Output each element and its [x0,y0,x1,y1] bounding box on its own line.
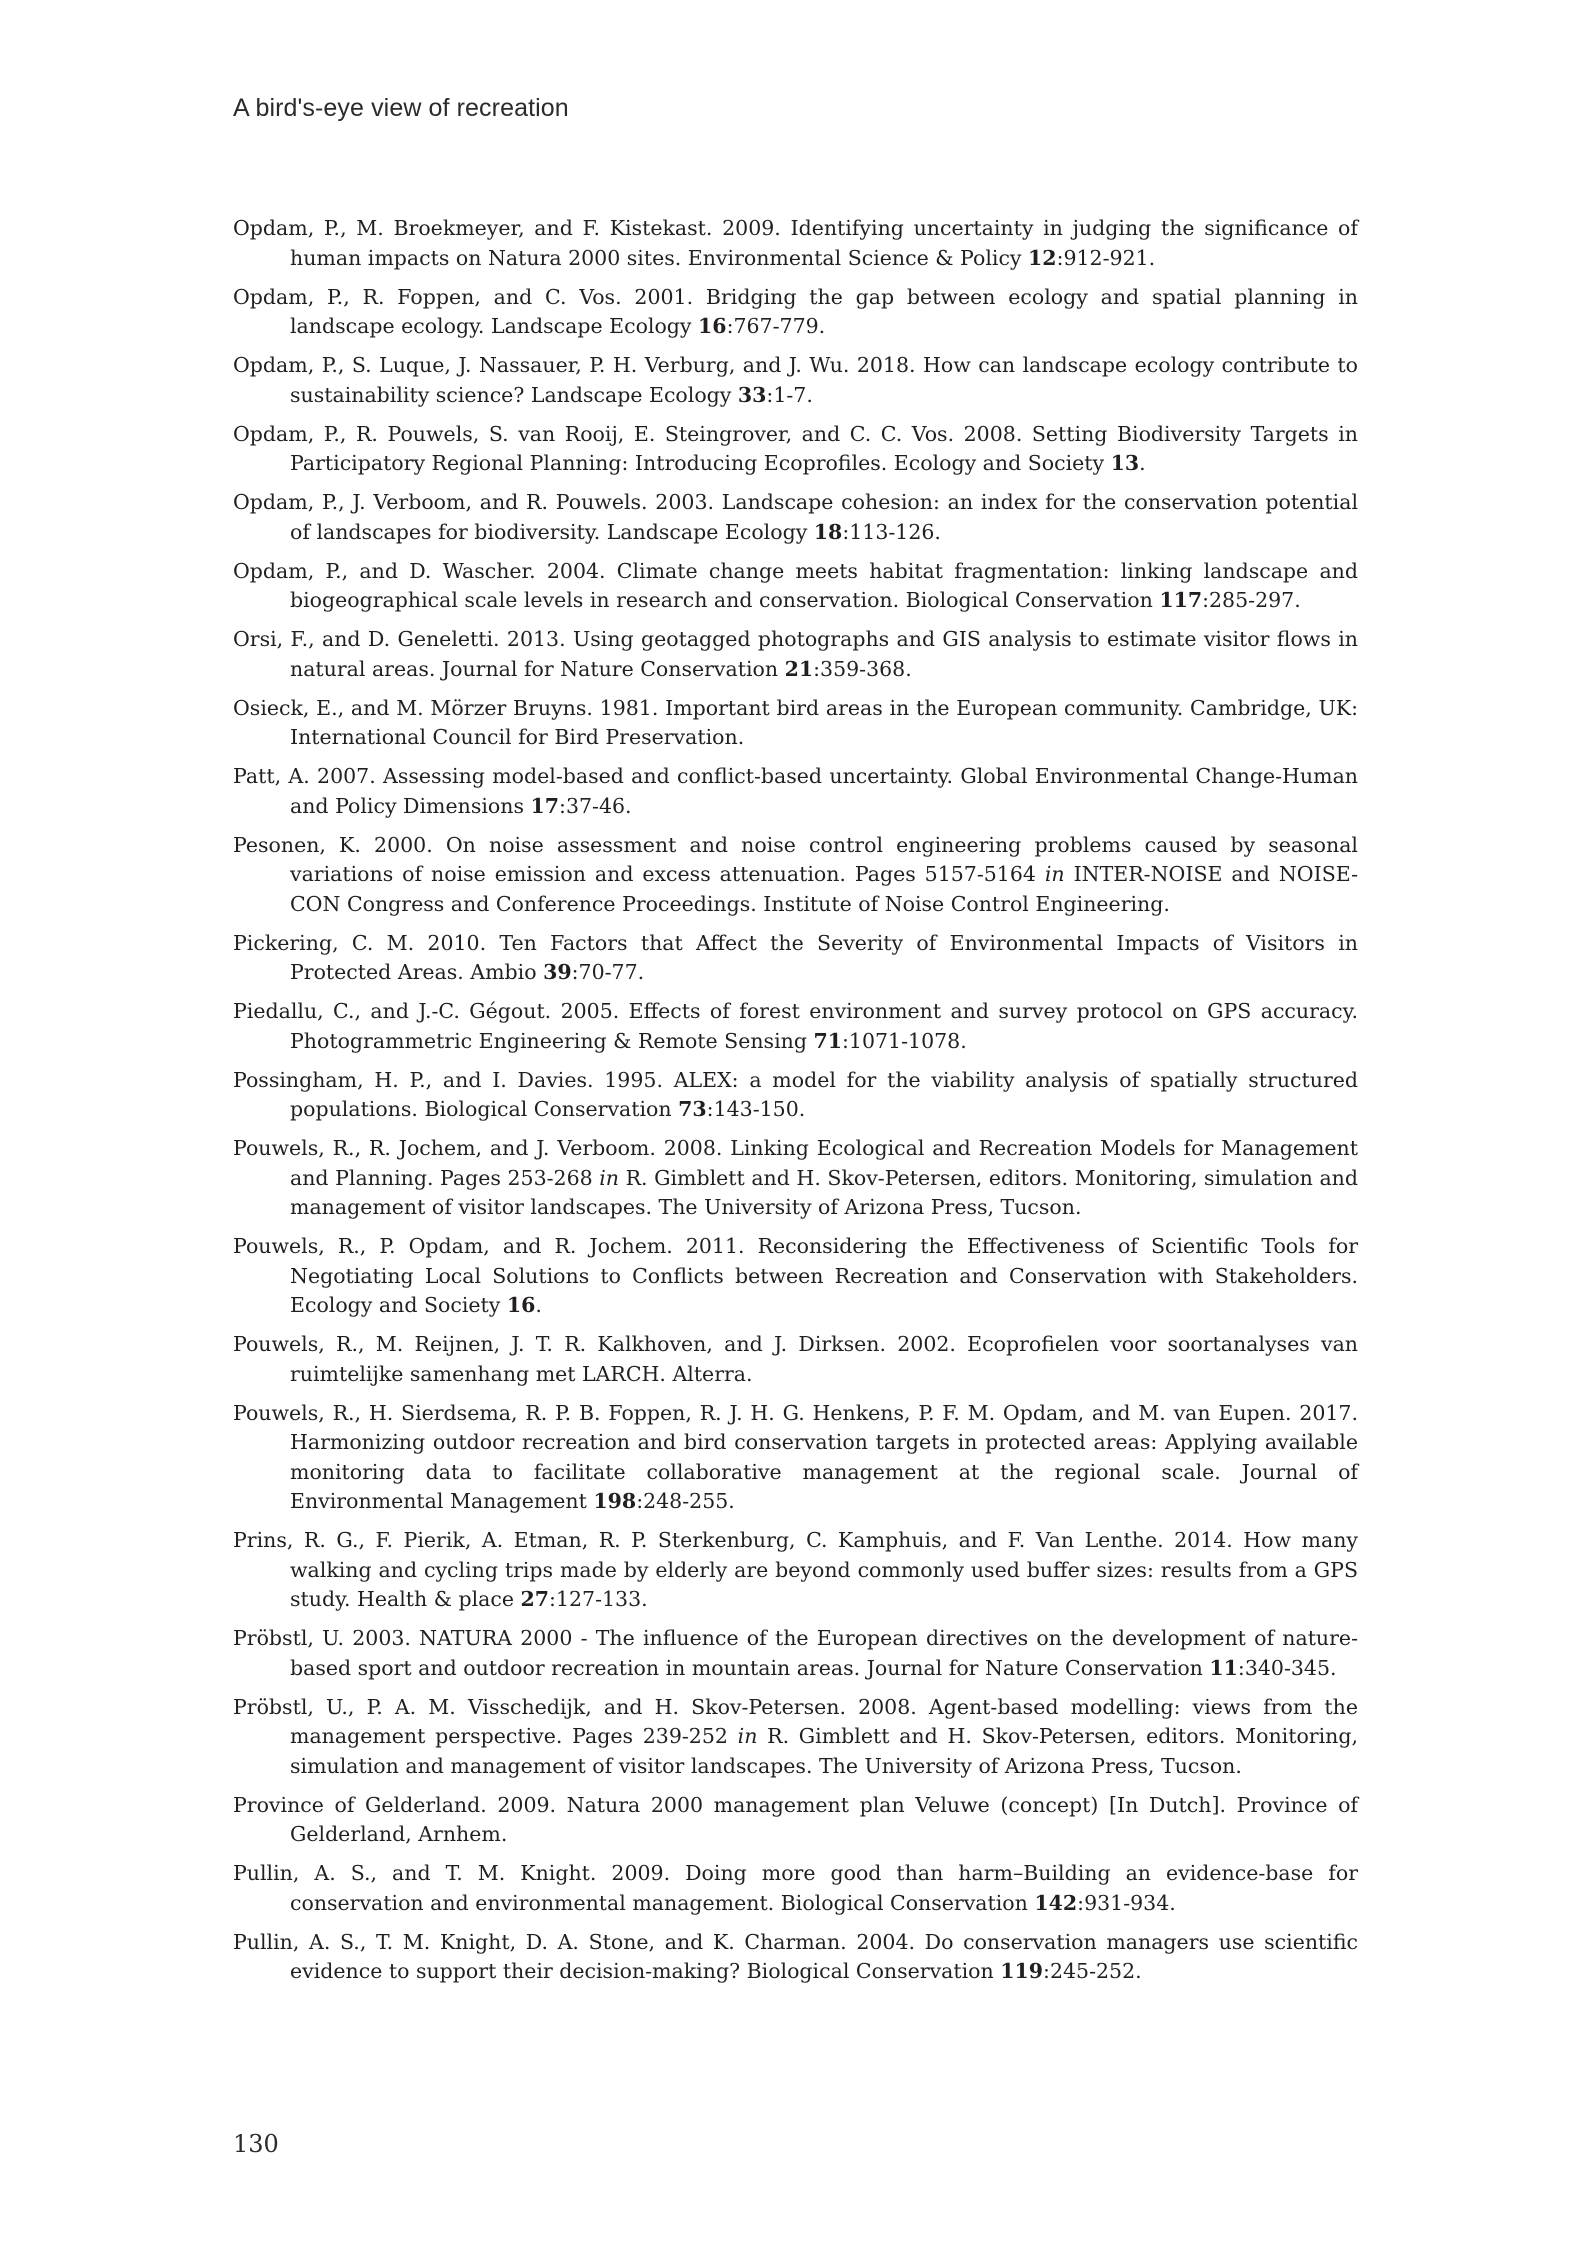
reference-entry: Patt, A. 2007. Assessing model-based and conflict-based uncertainty. Global Environmental Change-Human and Policy Dimensions 17:37-46. [233,764,1358,818]
reference-entry: Pröbstl, U., P. A. M. Visschedijk, and H. Skov-Petersen. 2008. Agent-based modelling: views from the management perspective. Pages 239-252 in R. Gimblett and H. Skov-Petersen, editors. Monitoring, simulation and management of visitor landscapes. The University of Arizona Press, Tucson. [233,1694,1358,1778]
reference-entry: Opdam, P., R. Foppen, and C. Vos. 2001. Bridging the gap between ecology and spatial planning in landscape ecology. Landscape Ecology 16:767-779. [233,284,1358,338]
reference-entry: Piedallu, C., and J.-C. Gégout. 2005. Effects of forest environment and survey protocol on GPS accuracy. Photogrammetric Engineering & Remote Sensing 71:1071-1078. [233,999,1358,1053]
reference-entry: Province of Gelderland. 2009. Natura 2000 management plan Veluwe (concept) [In Dutch]. Province of Gelderland, Arnhem. [233,1792,1358,1846]
reference-entry: Pouwels, R., M. Reijnen, J. T. R. Kalkhoven, and J. Dirksen. 2002. Ecoprofielen voor soortanalyses van ruimtelijke samenhang met LARCH. Alterra. [233,1332,1358,1386]
reference-entry: Pouwels, R., R. Jochem, and J. Verboom. 2008. Linking Ecological and Recreation Models for Management and Planning. Pages 253-268 in R. Gimblett and H. Skov-Petersen, editors. Monitoring, simulation and management of visitor landscapes. The University of Arizona Press, Tucson. [233,1136,1358,1219]
reference-entry: Pouwels, R., H. Sierdsema, R. P. B. Foppen, R. J. H. G. Henkens, P. F. M. Opdam, and M. van Eupen. 2017. Harmonizing outdoor recreation and bird conservation targets in protected areas: Applying available monitoring data to facilitate collaborative management at the regional scale. Journal of Environmental Management 198:248-255. [233,1400,1358,1513]
reference-entry: Opdam, P., M. Broekmeyer, and F. Kistekast. 2009. Identifying uncertainty in judging the significance of human impacts on Natura 2000 sites. Environmental Science & Policy 12:912-921. [233,216,1358,270]
reference-entry: Pullin, A. S., T. M. Knight, D. A. Stone, and K. Charman. 2004. Do conservation managers use scientific evidence to support their decision-making? Biological Conservation 119:245-252. [233,1929,1358,1983]
reference-entry: Opdam, P., and D. Wascher. 2004. Climate change meets habitat fragmentation: linking landscape and biogeographical scale levels in research and conservation. Biological Conservation 117:285-297. [233,558,1358,612]
page-number: 130 [233,2130,279,2158]
reference-entry: Opdam, P., R. Pouwels, S. van Rooij, E. Steingrover, and C. C. Vos. 2008. Setting Biodiversity Targets in Participatory Regional Planning: Introducing Ecoprofiles. Ecology and Society 13. [233,421,1358,475]
reference-entry: Pickering, C. M. 2010. Ten Factors that Affect the Severity of Environmental Impacts of Visitors in Protected Areas. Ambio 39:70-77. [233,930,1358,984]
reference-entry: Possingham, H. P., and I. Davies. 1995. ALEX: a model for the viability analysis of spatially structured populations. Biological Conservation 73:143-150. [233,1067,1358,1121]
reference-entry: Opdam, P., S. Luque, J. Nassauer, P. H. Verburg, and J. Wu. 2018. How can landscape ecology contribute to sustainability science? Landscape Ecology 33:1-7. [233,353,1358,407]
reference-entry: Prins, R. G., F. Pierik, A. Etman, R. P. Sterkenburg, C. Kamphuis, and F. Van Lenthe. 2014. How many walking and cycling trips made by elderly are beyond commonly used buffer sizes: results from a GPS study. Health & place 27:127-133. [233,1528,1358,1611]
reference-entry: Pröbstl, U. 2003. NATURA 2000 - The influence of the European directives on the development of nature-based sport and outdoor recreation in mountain areas. Journal for Nature Conservation 11:340-345. [233,1626,1358,1680]
reference-entry: Orsi, F., and D. Geneletti. 2013. Using geotagged photographs and GIS analysis to estimate visitor flows in natural areas. Journal for Nature Conservation 21:359-368. [233,627,1358,681]
reference-entry: Opdam, P., J. Verboom, and R. Pouwels. 2003. Landscape cohesion: an index for the conservation potential of landscapes for biodiversity. Landscape Ecology 18:113-126. [233,490,1358,544]
reference-entry: Pullin, A. S., and T. M. Knight. 2009. Doing more good than harm–Building an evidence-base for conservation and environmental management. Biological Conservation 142:931-934. [233,1861,1358,1915]
running-header: A bird's-eye view of recreation [233,94,569,122]
reference-entry: Pesonen, K. 2000. On noise assessment and noise control engineering problems caused by seasonal variations of noise emission and excess attenuation. Pages 5157-5164 in INTER-NOISE and NOISE-CON Congress and Conference Proceedings. Institute of Noise Control Engineering. [233,832,1359,916]
reference-entry: Osieck, E., and M. Mörzer Bruyns. 1981. Important bird areas in the European community. Cambridge, UK: International Council for Bird Preservation. [233,695,1358,749]
reference-list [233,214,1358,1996]
reference-entry: Pouwels, R., P. Opdam, and R. Jochem. 2011. Reconsidering the Effectiveness of Scientific Tools for Negotiating Local Solutions to Conflicts between Recreation and Conservation with Stakeholders. Ecology and Society 16. [233,1234,1358,1317]
